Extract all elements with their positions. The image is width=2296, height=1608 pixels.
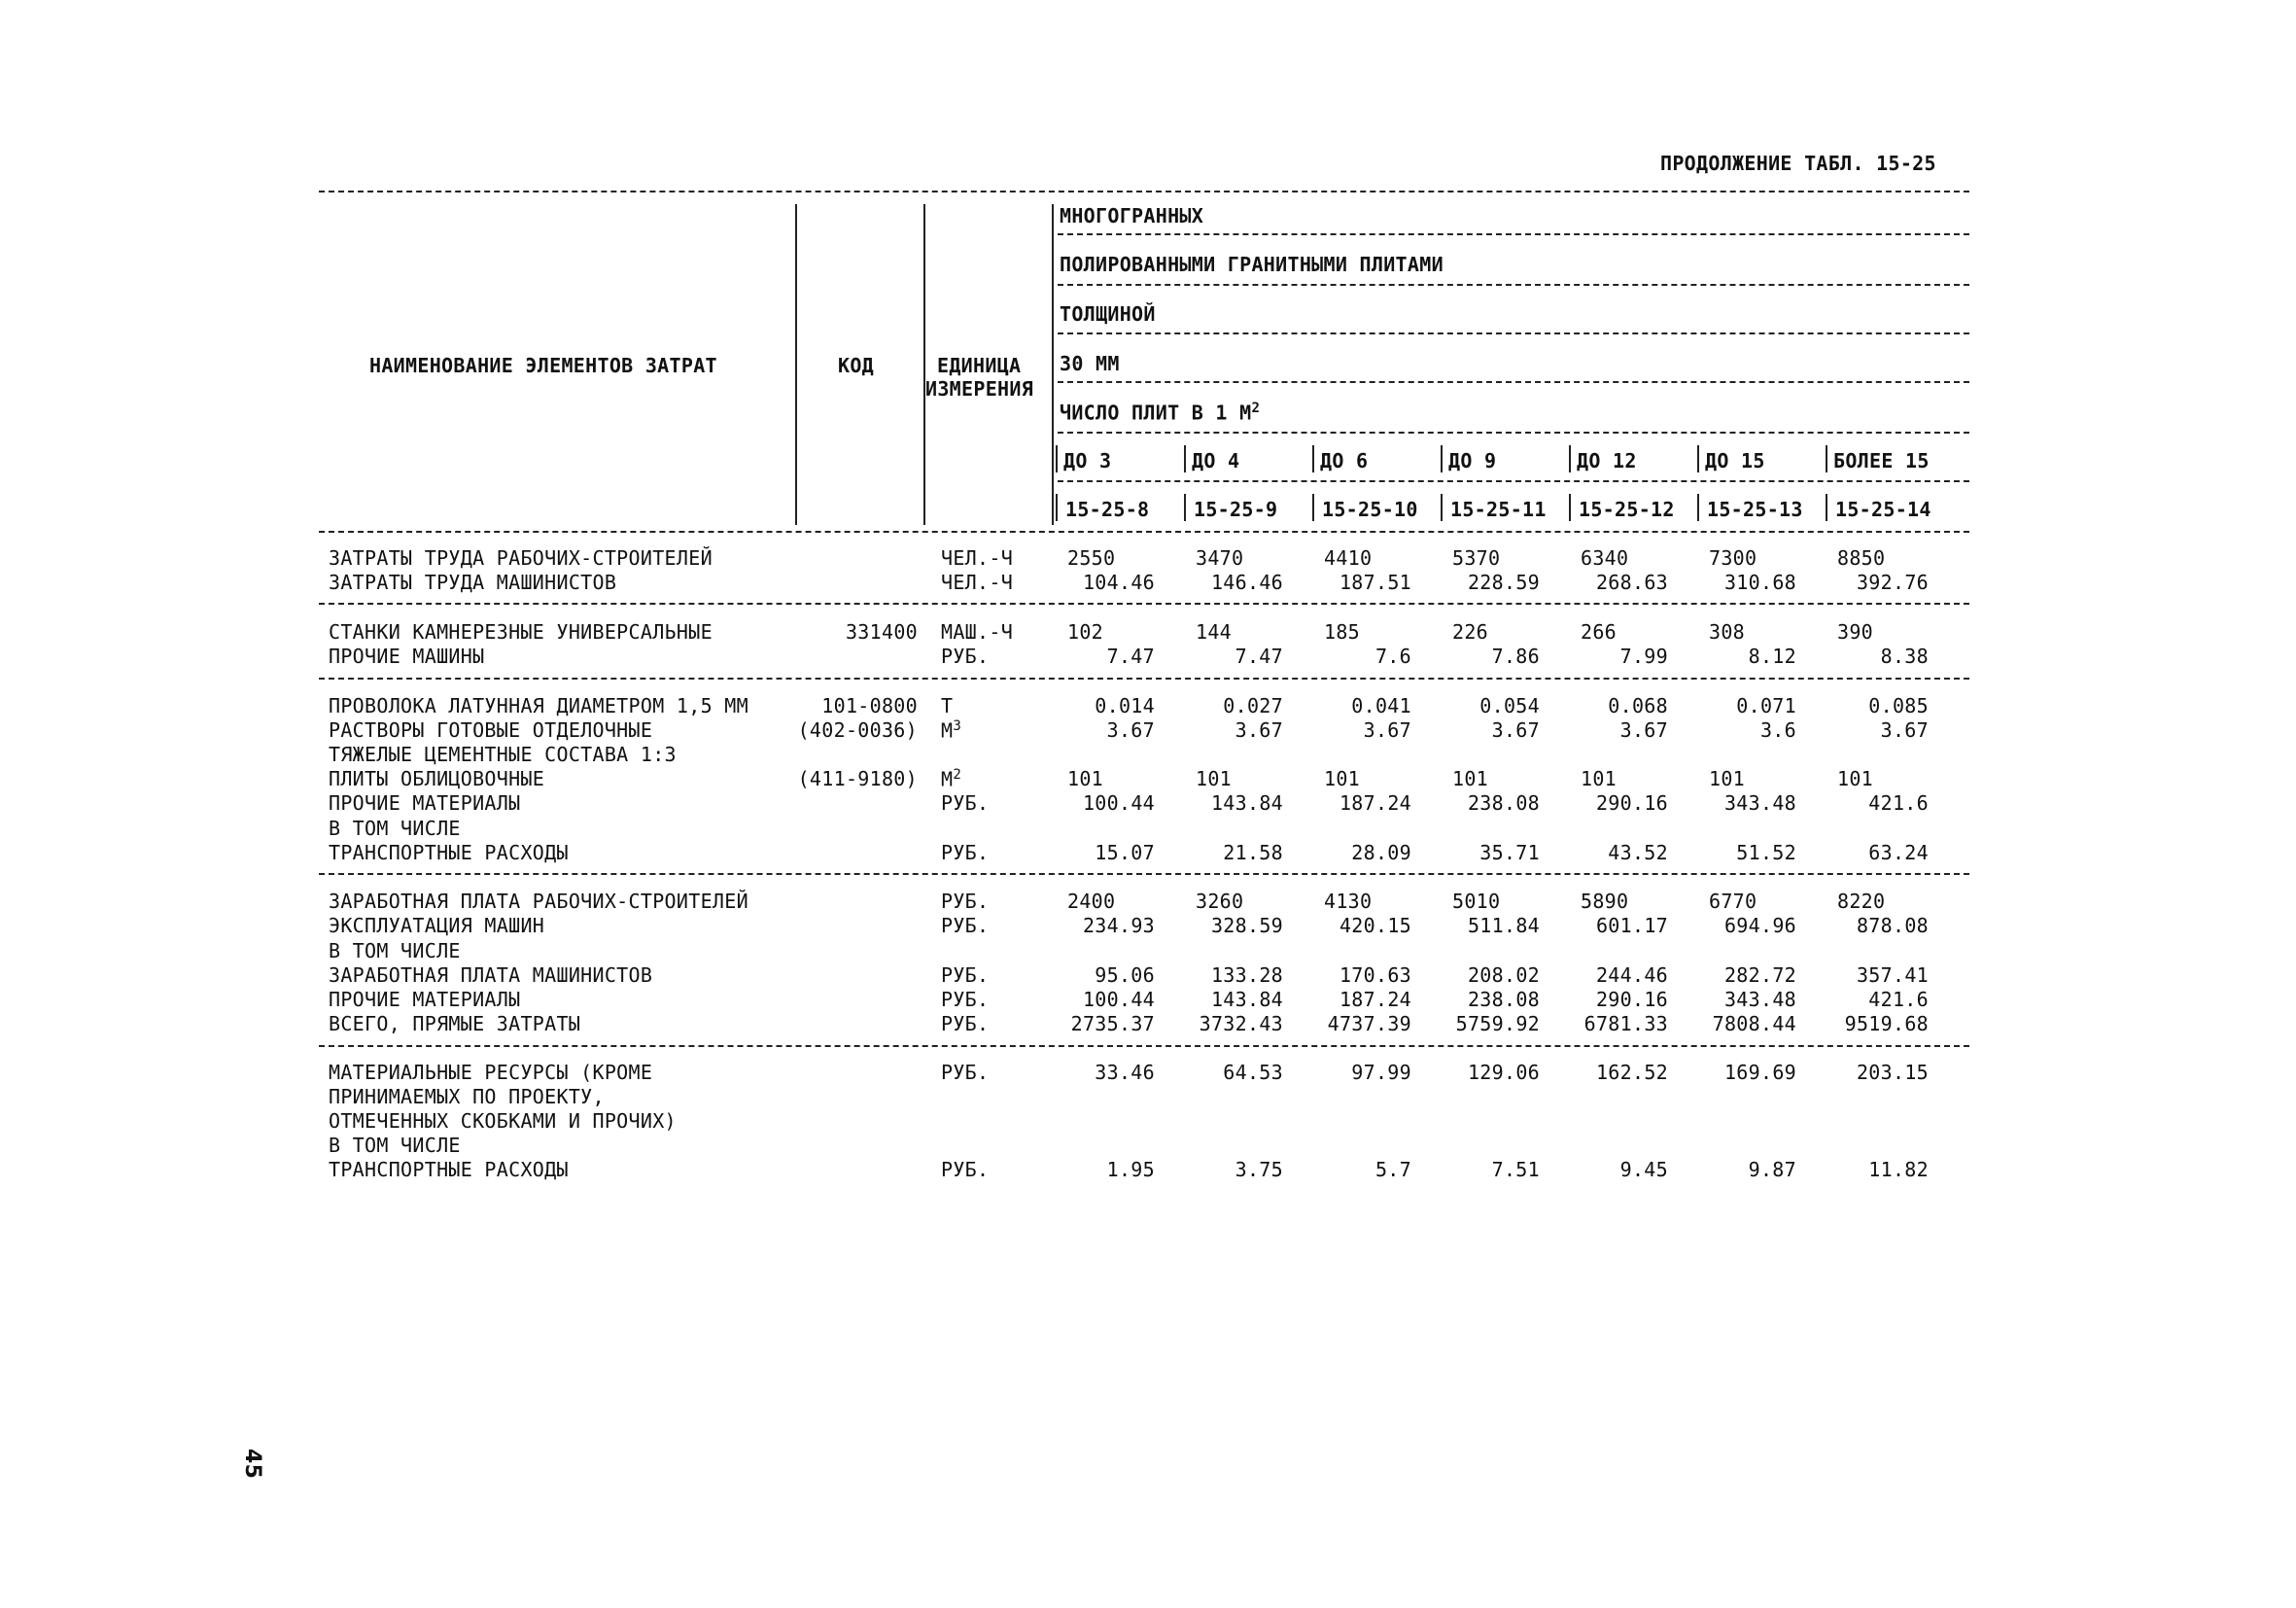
- range-divider: [1697, 445, 1699, 472]
- row-value: 226: [1452, 620, 1489, 644]
- header-plates-per-m2: ЧИСЛО ПЛИТ В 1 М: [1060, 401, 1252, 425]
- table-caption: ПРОДОЛЖЕНИЕ ТАБЛ. 15-25: [1660, 152, 1936, 175]
- row-value: 6781.33: [1583, 1012, 1668, 1035]
- header-divider-name-code: [795, 204, 797, 525]
- header-plates-superscript: 2: [1251, 401, 1261, 416]
- row-unit-superscript: 2: [953, 767, 962, 783]
- row-value: 421.6: [1868, 791, 1929, 815]
- row-value: 694.96: [1723, 914, 1796, 937]
- row-value: 3.67: [1880, 718, 1929, 742]
- row-value: 290.16: [1595, 791, 1668, 815]
- row-unit: [941, 841, 989, 864]
- row-value: 7.99: [1619, 645, 1668, 668]
- header-divider-code-unit: [923, 204, 925, 525]
- row-name: ОТМЕЧЕННЫХ СКОБКАМИ И ПРОЧИХ): [329, 1109, 677, 1133]
- row-value: 3.67: [1491, 718, 1540, 742]
- row-value: 390: [1837, 620, 1874, 644]
- row-name: ПЛИТЫ ОБЛИЦОВОЧНЫЕ: [329, 767, 545, 790]
- row-unit-superscript: 3: [953, 718, 962, 734]
- row-value: 238.08: [1467, 791, 1540, 815]
- row-value: 4130: [1324, 890, 1373, 913]
- row-unit: [941, 1012, 989, 1035]
- row-unit-text: РУБ.: [941, 791, 990, 815]
- row-value: 7.6: [1374, 645, 1411, 668]
- row-value: 33.46: [1095, 1061, 1155, 1084]
- row-value: 2735.37: [1070, 1012, 1155, 1035]
- row-value: 187.24: [1339, 791, 1411, 815]
- row-name: ЗАРАБОТНАЯ ПЛАТА МАШИНИСТОВ: [329, 963, 653, 987]
- row-value: 1.95: [1106, 1158, 1155, 1181]
- row-value: 6770: [1709, 890, 1757, 913]
- row-value: 187.51: [1339, 571, 1411, 594]
- row-value: 3.6: [1759, 718, 1796, 742]
- row-value: 308: [1709, 620, 1746, 644]
- row-name: ПРОВОЛОКА ЛАТУННАЯ ДИАМЕТРОМ 1,5 ММ: [329, 694, 748, 717]
- header-group-rule6: [1058, 480, 1969, 482]
- row-value: 244.46: [1595, 963, 1668, 987]
- row-value: 3.67: [1619, 718, 1668, 742]
- row-value: 169.69: [1723, 1061, 1796, 1084]
- section-rule-materials: [319, 873, 1969, 875]
- column-code: 15-25-13: [1707, 498, 1803, 521]
- row-value: 266: [1581, 620, 1618, 644]
- row-value: 7.47: [1235, 645, 1283, 668]
- row-unit-text: РУБ.: [941, 1012, 990, 1035]
- header-group-rule2: [1058, 284, 1969, 286]
- row-value: 43.52: [1608, 841, 1668, 864]
- row-name: ТРАНСПОРТНЫЕ РАСХОДЫ: [329, 841, 569, 864]
- row-unit: [941, 645, 989, 668]
- row-value: 101: [1067, 767, 1104, 790]
- row-value: 238.08: [1467, 988, 1540, 1011]
- column-code: 15-25-12: [1579, 498, 1675, 521]
- row-name: ТРАНСПОРТНЫЕ РАСХОДЫ: [329, 1158, 569, 1181]
- row-name: ЗАРАБОТНАЯ ПЛАТА РАБОЧИХ-СТРОИТЕЛЕЙ: [329, 890, 748, 913]
- row-name: ПРОЧИЕ МАТЕРИАЛЫ: [329, 988, 521, 1011]
- range-divider: [1569, 445, 1571, 472]
- row-value: 5010: [1452, 890, 1501, 913]
- row-value: 143.84: [1210, 791, 1283, 815]
- row-value: 421.6: [1868, 988, 1929, 1011]
- row-value: 187.24: [1339, 988, 1411, 1011]
- row-value: 310.68: [1723, 571, 1796, 594]
- row-code: 101-0800: [821, 694, 918, 717]
- section-rule-totals: [319, 1045, 1969, 1047]
- row-unit-text: РУБ.: [941, 841, 990, 864]
- row-value: 0.027: [1223, 694, 1283, 717]
- row-value: 343.48: [1723, 988, 1796, 1011]
- row-value: 5.7: [1374, 1158, 1411, 1181]
- row-value: 8220: [1837, 890, 1886, 913]
- header-unit-line1: ЕДИНИЦА: [937, 354, 1022, 377]
- row-value: 101: [1837, 767, 1874, 790]
- row-value: 8.38: [1880, 645, 1929, 668]
- range-label: ДО 3: [1063, 449, 1112, 472]
- column-code: 15-25-14: [1835, 498, 1931, 521]
- row-value: 101: [1581, 767, 1618, 790]
- row-value: 4410: [1324, 546, 1373, 570]
- row-value: 420.15: [1339, 914, 1411, 937]
- row-name: ВСЕГО, ПРЯМЫЕ ЗАТРАТЫ: [329, 1012, 581, 1035]
- row-name: ТЯЖЕЛЫЕ ЦЕМЕНТНЫЕ СОСТАВА 1:3: [329, 743, 677, 766]
- row-value: 392.76: [1856, 571, 1929, 594]
- row-unit-text: РУБ.: [941, 963, 990, 987]
- row-value: 208.02: [1467, 963, 1540, 987]
- column-code: 15-25-11: [1450, 498, 1547, 521]
- row-value: 3470: [1196, 546, 1244, 570]
- code-divider: [1441, 494, 1443, 521]
- row-value: 2400: [1067, 890, 1116, 913]
- row-value: 7.86: [1491, 645, 1540, 668]
- row-code: (402-0036): [797, 718, 918, 742]
- code-divider: [1312, 494, 1314, 521]
- row-value: 101: [1196, 767, 1233, 790]
- row-value: 162.52: [1595, 1061, 1668, 1084]
- row-value: 328.59: [1210, 914, 1283, 937]
- row-value: 146.46: [1210, 571, 1283, 594]
- row-value: 9.45: [1619, 1158, 1668, 1181]
- header-group-line4: 30 ММ: [1060, 352, 1120, 375]
- column-code: 15-25-9: [1194, 498, 1278, 521]
- row-value: 7.47: [1106, 645, 1155, 668]
- header-group-rule1: [1058, 233, 1969, 235]
- header-group-line2: ПОЛИРОВАННЫМИ ГРАНИТНЫМИ ПЛИТАМИ: [1060, 253, 1444, 276]
- row-name: ПРОЧИЕ МАТЕРИАЛЫ: [329, 791, 521, 815]
- range-divider: [1184, 445, 1186, 472]
- range-label: ДО 15: [1705, 449, 1765, 472]
- column-code: 15-25-10: [1322, 498, 1418, 521]
- row-value: 0.014: [1095, 694, 1155, 717]
- row-value: 0.054: [1479, 694, 1540, 717]
- row-value: 185: [1324, 620, 1361, 644]
- row-value: 601.17: [1595, 914, 1668, 937]
- header-top-rule: [319, 191, 1969, 192]
- row-value: 290.16: [1595, 988, 1668, 1011]
- row-unit-text: М: [941, 718, 954, 743]
- header-unit-line2: ИЗМЕРЕНИЯ: [925, 377, 1034, 401]
- row-value: 3.75: [1235, 1158, 1283, 1181]
- row-unit-text: РУБ.: [941, 1061, 990, 1084]
- header-code-column: КОД: [838, 354, 875, 377]
- row-value: 97.99: [1351, 1061, 1411, 1084]
- row-name: ПРОЧИЕ МАШИНЫ: [329, 645, 485, 668]
- range-label: ДО 12: [1577, 449, 1637, 472]
- row-value: 282.72: [1723, 963, 1796, 987]
- row-value: 2550: [1067, 546, 1116, 570]
- code-divider: [1569, 494, 1571, 521]
- range-divider: [1441, 445, 1443, 472]
- row-value: 104.46: [1082, 571, 1155, 594]
- row-value: 102: [1067, 620, 1104, 644]
- row-value: 101: [1324, 767, 1361, 790]
- row-value: 9.87: [1748, 1158, 1796, 1181]
- row-value: 101: [1709, 767, 1746, 790]
- row-unit: [941, 620, 1013, 644]
- header-group-rule4: [1058, 381, 1969, 383]
- row-value: 21.58: [1223, 841, 1283, 864]
- row-value: 3.67: [1235, 718, 1283, 742]
- row-value: 3.67: [1106, 718, 1155, 742]
- row-value: 9519.68: [1844, 1012, 1929, 1035]
- row-unit: [941, 914, 989, 937]
- row-name: В ТОМ ЧИСЛЕ: [329, 939, 461, 962]
- row-unit: [941, 963, 989, 987]
- row-value: 268.63: [1595, 571, 1668, 594]
- row-value: 133.28: [1210, 963, 1283, 987]
- row-value: 3260: [1196, 890, 1244, 913]
- row-value: 4737.39: [1327, 1012, 1411, 1035]
- page-number: 45: [240, 1449, 264, 1480]
- row-value: 5370: [1452, 546, 1501, 570]
- row-value: 8.12: [1748, 645, 1796, 668]
- row-value: 0.071: [1736, 694, 1796, 717]
- row-unit-text: МАШ.-Ч: [941, 620, 1014, 644]
- section-rule-labor: [319, 603, 1969, 605]
- row-value: 144: [1196, 620, 1233, 644]
- row-name: В ТОМ ЧИСЛЕ: [329, 1134, 461, 1157]
- header-group-line1: МНОГОГРАННЫХ: [1060, 204, 1204, 227]
- row-name: РАСТВОРЫ ГОТОВЫЕ ОТДЕЛОЧНЫЕ: [329, 718, 653, 742]
- row-unit-text: РУБ.: [941, 1158, 990, 1181]
- row-value: 95.06: [1095, 963, 1155, 987]
- row-code: 331400: [845, 620, 918, 644]
- row-value: 15.07: [1095, 841, 1155, 864]
- row-unit-text: ЧЕЛ.-Ч: [941, 546, 1014, 570]
- row-name: СТАНКИ КАМНЕРЕЗНЫЕ УНИВЕРСАЛЬНЫЕ: [329, 620, 713, 644]
- row-code: (411-9180): [797, 767, 918, 790]
- row-unit: [941, 791, 989, 815]
- row-unit-text: РУБ.: [941, 645, 990, 668]
- row-unit: [941, 694, 953, 717]
- row-unit: [941, 718, 961, 743]
- code-divider: [1697, 494, 1699, 521]
- row-value: 511.84: [1467, 914, 1540, 937]
- row-value: 6340: [1581, 546, 1629, 570]
- range-label: ДО 4: [1192, 449, 1240, 472]
- row-value: 100.44: [1082, 988, 1155, 1011]
- row-value: 234.93: [1082, 914, 1155, 937]
- row-name: В ТОМ ЧИСЛЕ: [329, 817, 461, 840]
- code-divider: [1184, 494, 1186, 521]
- row-value: 11.82: [1868, 1158, 1929, 1181]
- row-unit: [941, 546, 1013, 570]
- row-unit: [941, 890, 989, 913]
- header-bottom-rule: [319, 531, 1969, 533]
- row-value: 5759.92: [1455, 1012, 1540, 1035]
- row-value: 64.53: [1223, 1061, 1283, 1084]
- row-value: 129.06: [1467, 1061, 1540, 1084]
- row-value: 357.41: [1856, 963, 1929, 987]
- row-value: 28.09: [1351, 841, 1411, 864]
- row-value: 51.52: [1736, 841, 1796, 864]
- code-divider: [1826, 494, 1827, 521]
- header-group-line5: [1060, 401, 1260, 425]
- row-value: 3.67: [1363, 718, 1411, 742]
- header-name-column: НАИМЕНОВАНИЕ ЭЛЕМЕНТОВ ЗАТРАТ: [369, 354, 717, 377]
- row-unit-text: М: [941, 767, 954, 791]
- range-divider: [1056, 445, 1058, 472]
- row-name: ЭКСПЛУАТАЦИЯ МАШИН: [329, 914, 545, 937]
- row-name: ЗАТРАТЫ ТРУДА РАБОЧИХ-СТРОИТЕЛЕЙ: [329, 546, 713, 570]
- range-divider: [1826, 445, 1827, 472]
- row-value: 3732.43: [1199, 1012, 1283, 1035]
- row-unit-text: Т: [941, 694, 954, 717]
- row-unit-text: ЧЕЛ.-Ч: [941, 571, 1014, 594]
- range-label: ДО 9: [1448, 449, 1497, 472]
- row-name: ПРИНИМАЕМЫХ ПО ПРОЕКТУ,: [329, 1085, 605, 1108]
- row-unit: [941, 988, 989, 1011]
- row-unit: [941, 1158, 989, 1181]
- row-value: 0.041: [1351, 694, 1411, 717]
- row-value: 8850: [1837, 546, 1886, 570]
- row-unit-text: РУБ.: [941, 988, 990, 1011]
- row-unit: [941, 1061, 989, 1084]
- code-divider: [1056, 494, 1058, 521]
- row-value: 343.48: [1723, 791, 1796, 815]
- row-unit-text: РУБ.: [941, 914, 990, 937]
- range-divider: [1312, 445, 1314, 472]
- range-label: ДО 6: [1320, 449, 1369, 472]
- row-value: 0.068: [1608, 694, 1668, 717]
- header-group-rule5: [1058, 432, 1969, 434]
- row-value: 7.51: [1491, 1158, 1540, 1181]
- row-value: 7300: [1709, 546, 1757, 570]
- row-value: 228.59: [1467, 571, 1540, 594]
- row-value: 143.84: [1210, 988, 1283, 1011]
- row-unit: [941, 767, 961, 791]
- column-code: 15-25-8: [1065, 498, 1150, 521]
- range-label: БОЛЕЕ 15: [1833, 449, 1930, 472]
- row-value: 5890: [1581, 890, 1629, 913]
- row-name: МАТЕРИАЛЬНЫЕ РЕСУРСЫ (КРОМЕ: [329, 1061, 653, 1084]
- header-group-line3: ТОЛЩИНОЙ: [1060, 302, 1156, 326]
- row-name: ЗАТРАТЫ ТРУДА МАШИНИСТОВ: [329, 571, 617, 594]
- row-value: 878.08: [1856, 914, 1929, 937]
- row-value: 101: [1452, 767, 1489, 790]
- row-value: 0.085: [1868, 694, 1929, 717]
- row-value: 170.63: [1339, 963, 1411, 987]
- row-value: 100.44: [1082, 791, 1155, 815]
- row-value: 35.71: [1479, 841, 1540, 864]
- header-divider-unit-values: [1052, 204, 1054, 525]
- header-group-rule3: [1058, 332, 1969, 334]
- row-unit: [941, 571, 1013, 594]
- row-value: 63.24: [1868, 841, 1929, 864]
- row-value: 203.15: [1856, 1061, 1929, 1084]
- row-value: 7808.44: [1712, 1012, 1796, 1035]
- section-rule-machines: [319, 678, 1969, 680]
- row-unit-text: РУБ.: [941, 890, 990, 913]
